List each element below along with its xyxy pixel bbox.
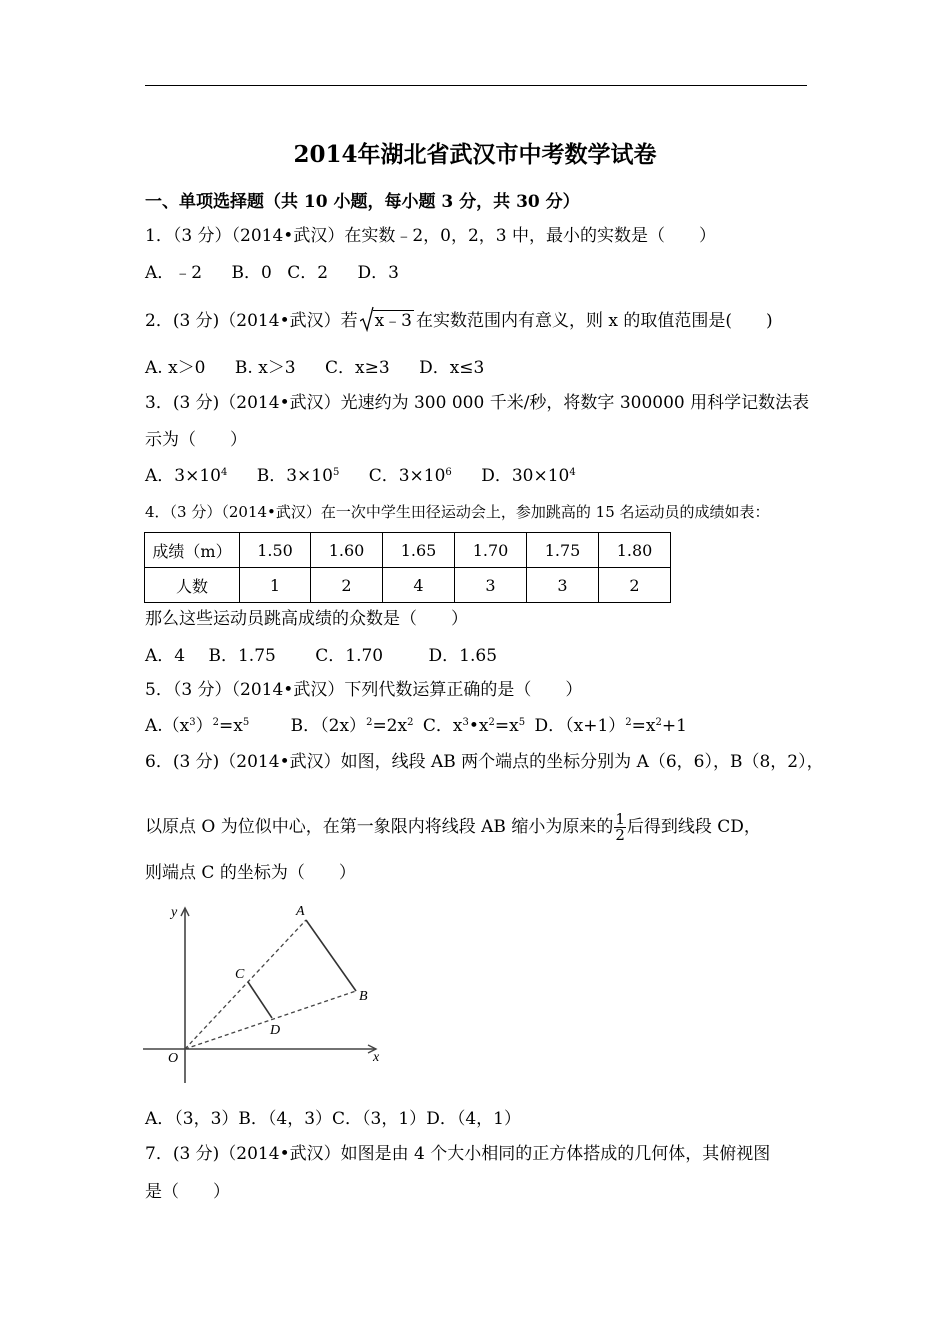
table-cell: 1.80 bbox=[599, 533, 671, 568]
table-row bbox=[145, 568, 671, 603]
table-cell: 1 bbox=[240, 568, 311, 603]
q1-option-b: B．0 bbox=[231, 263, 272, 283]
q6-option-a: A．（3，3） bbox=[145, 1109, 239, 1129]
q2-option-a: A. x＞0 bbox=[145, 358, 206, 378]
question-3-stem-line2: 示为（ ） bbox=[145, 430, 247, 450]
q1-option-c: C．2 bbox=[287, 263, 329, 283]
table-cell: 1.65 bbox=[383, 533, 455, 568]
question-3-options bbox=[145, 465, 600, 487]
label-a: A bbox=[296, 904, 305, 919]
label-x: x bbox=[373, 1050, 380, 1065]
q2-option-c: C．x≥3 bbox=[325, 358, 390, 378]
label-d: D bbox=[270, 1023, 281, 1038]
question-5-options bbox=[145, 715, 711, 737]
ray-oa bbox=[185, 920, 306, 1049]
table-cell: 1.60 bbox=[311, 533, 383, 568]
table-cell: 4 bbox=[383, 568, 455, 603]
q6-option-c: C．（3，1） bbox=[332, 1109, 427, 1129]
q2-radicand: x﹣3 bbox=[374, 311, 412, 331]
question-4-stem: 4．（3 分）（2014•武汉）在一次中学生田径运动会上，参加跳高的 15 名运动员的成绩如表： bbox=[145, 503, 770, 521]
label-c: C bbox=[235, 967, 245, 982]
question-2-stem bbox=[145, 310, 773, 332]
table-cell: 1.70 bbox=[455, 533, 527, 568]
q1-option-a: A．﹣2 bbox=[145, 263, 203, 283]
q4-option-b: B．1.75 bbox=[208, 646, 276, 666]
table-cell: 2 bbox=[599, 568, 671, 603]
table-cell: 人数 bbox=[145, 568, 240, 603]
label-b: B bbox=[359, 989, 368, 1004]
question-7-stem-line1: 7．(3 分)（2014•武汉）如图是由 4 个大小相同的正方体搭成的几何体，其俯视图 bbox=[145, 1144, 771, 1164]
label-y: y bbox=[171, 905, 178, 920]
q1-option-d: D．3 bbox=[357, 263, 399, 283]
question-6-options bbox=[145, 1108, 521, 1130]
q5-option-b: B．$(2x)^2=2x^2$ bbox=[290, 716, 414, 736]
question-4-question: 那么这些运动员跳高成绩的众数是（ ） bbox=[145, 609, 468, 629]
question-6-stem-line1: 6．(3 分)（2014•武汉）如图，线段 AB 两个端点的坐标分别为 A（6，6），B（8，2）， bbox=[145, 752, 824, 772]
q5-option-a: $A.(x^3)^2=x^5$ bbox=[145, 716, 250, 736]
ray-ob bbox=[185, 991, 356, 1049]
table-cell: 1.75 bbox=[527, 533, 599, 568]
q3-option-b: B．$3\times 10^5$ bbox=[256, 466, 340, 486]
segment-ab bbox=[306, 920, 356, 991]
table-cell: 成绩（m） bbox=[145, 533, 240, 568]
radical-sign-icon bbox=[360, 306, 374, 332]
q3-option-a: A．$3\times 10^4$ bbox=[145, 466, 228, 486]
question-7-stem-line2: 是（ ） bbox=[145, 1182, 230, 1202]
q6-option-d: D．（4，1） bbox=[426, 1109, 521, 1129]
q5-option-d: D．$(x+1)^2=x^2+1$ bbox=[534, 716, 687, 736]
table-cell: 2 bbox=[311, 568, 383, 603]
question-6-stem-line2: 以原点 O 为位似中心，在第一象限内将线段 AB 缩小为原来的 $\frac{1}{2}$ 后得到线段 CD， bbox=[145, 810, 761, 844]
question-2-options bbox=[145, 357, 508, 379]
q6-coordinate-figure bbox=[140, 898, 390, 1088]
question-1-options bbox=[145, 262, 423, 284]
fraction-one-half: $\frac{1}{2}$ bbox=[615, 810, 625, 844]
q3-option-c: C．$3\times 10^6$ bbox=[368, 466, 452, 486]
question-6-stem-line3: 则端点 C 的坐标为（ ） bbox=[145, 863, 356, 883]
question-4-options bbox=[145, 645, 521, 667]
grades-table bbox=[144, 532, 671, 603]
section-heading: 一、单项选择题（共 10 小题，每小题 3 分，共 30 分） bbox=[145, 192, 580, 212]
question-5-stem: 5．（3 分）（2014•武汉）下列代数运算正确的是（ ） bbox=[145, 680, 583, 700]
q2-stem-after: 在实数范围内有意义，则 x 的取值范围是( ) bbox=[416, 311, 773, 331]
q2-stem-before: 2．(3 分)（2014•武汉）若 bbox=[145, 311, 358, 331]
exam-title: 2014年湖北省武汉市中考数学试卷 bbox=[293, 141, 657, 168]
label-o: O bbox=[168, 1051, 179, 1066]
table-cell: 1.50 bbox=[240, 533, 311, 568]
q5-option-c: C．$x^3•x^2=x^5$ bbox=[422, 716, 526, 736]
q4-option-d: D．1.65 bbox=[428, 646, 498, 666]
segment-cd bbox=[248, 982, 272, 1018]
table-cell: 3 bbox=[455, 568, 527, 603]
q6-option-b: B．（4，3） bbox=[238, 1109, 333, 1129]
question-3-stem-line1: 3．(3 分)（2014•武汉）光速约为 300 000 千米/秒，将数字 300000 用科学记数法表 bbox=[145, 393, 810, 413]
question-1-stem: 1．（3 分）（2014•武汉）在实数﹣2，0，2，3 中，最小的实数是（ ） bbox=[145, 226, 716, 246]
q3-option-d: D．$30\times 10^4$ bbox=[481, 466, 576, 486]
header-rule bbox=[145, 85, 807, 86]
table-row bbox=[145, 533, 671, 568]
q4-option-c: C．1.70 bbox=[315, 646, 384, 666]
table-cell: 3 bbox=[527, 568, 599, 603]
q2-option-b: B. x＞3 bbox=[234, 358, 296, 378]
q4-option-a: A．4 bbox=[145, 646, 186, 666]
q2-option-d: D．x≤3 bbox=[419, 358, 485, 378]
q2-sqrt bbox=[360, 310, 414, 332]
